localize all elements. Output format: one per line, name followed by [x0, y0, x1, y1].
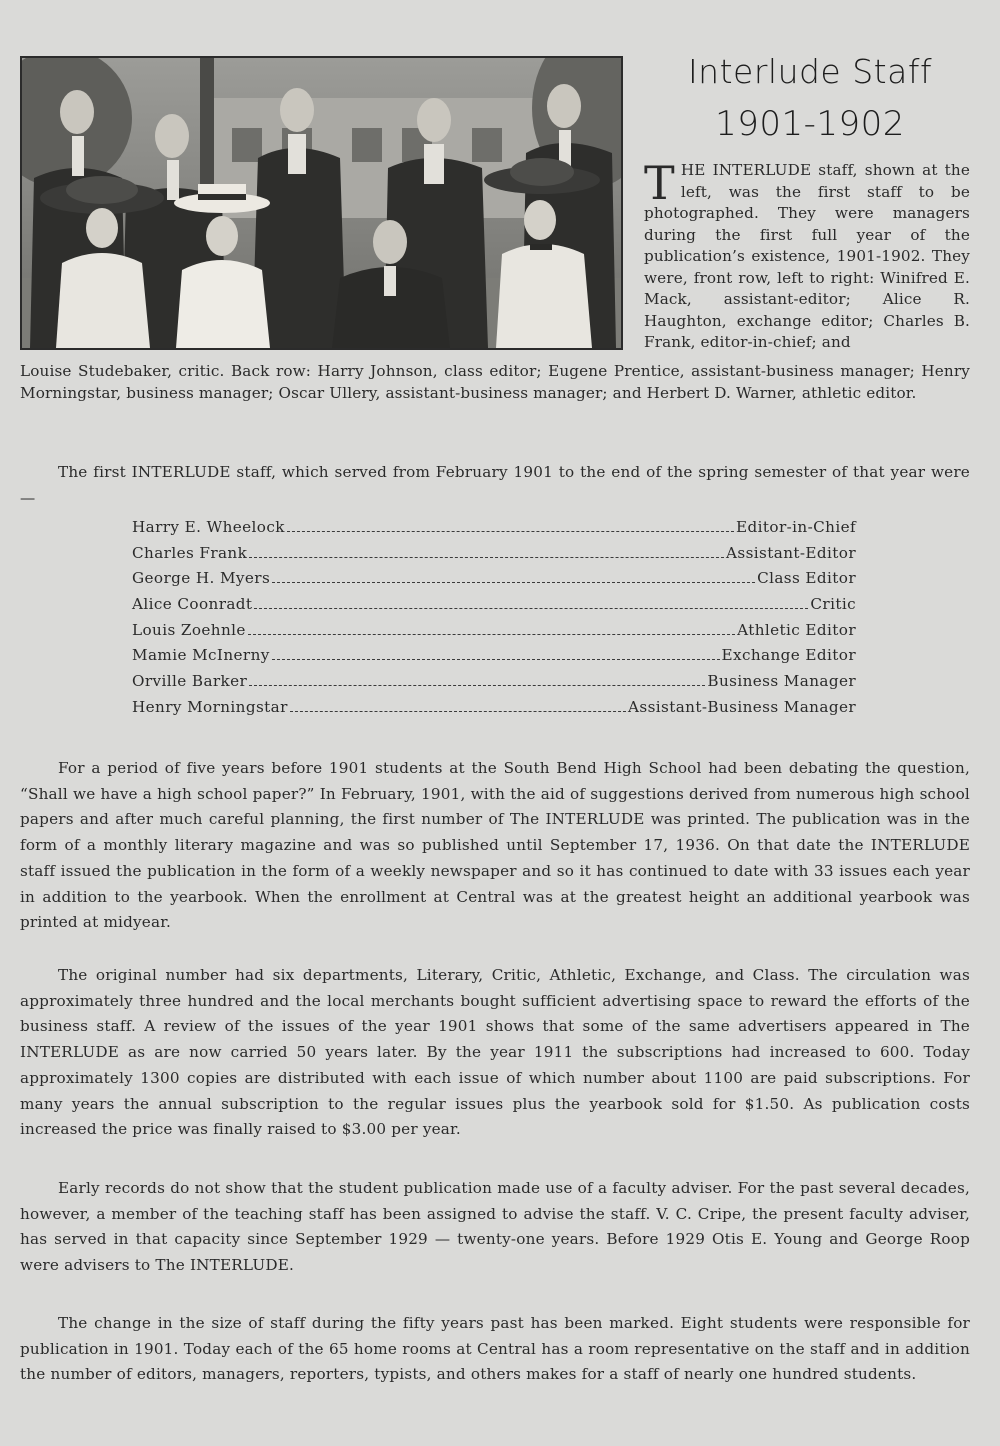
- staff-name: George H. Myers: [132, 569, 271, 588]
- leader-dots: [249, 557, 724, 558]
- staff-role: Assistant-Business Manager: [628, 697, 856, 716]
- staff-row: [132, 518, 856, 544]
- staff-name: Orville Barker: [132, 672, 248, 691]
- staff-name: Charles Frank: [132, 543, 248, 562]
- staff-photo-illustration: [22, 58, 621, 348]
- leader-dots: [249, 685, 705, 686]
- leader-dots: [287, 531, 734, 532]
- page-title: Interlude Staff: [687, 52, 933, 91]
- leader-dots: [254, 608, 808, 609]
- staff-name: Louis Zoehnle: [132, 620, 246, 639]
- staff-role: Editor-in-Chief: [736, 518, 856, 536]
- staff-name: Harry E. Wheelock: [132, 518, 285, 536]
- staff-row: [132, 595, 856, 621]
- staff-name: Henry Morningstar: [132, 697, 288, 716]
- staff-role: Business Manager: [707, 672, 856, 691]
- leader-dots: [272, 582, 755, 583]
- staff-row: [132, 621, 856, 647]
- leader-dots: [290, 711, 626, 712]
- faculty-adviser-paragraph: Early records do not show that the student publication made use of a faculty adviser. For the past several decades, however, a member of the teaching staff has been assigned to advise the staff. V. C. Cripe, the present faculty adviser, has served in that capacity since September 1929 — twenty-one years. Before 1929 Otis E. Young and George Roop were advisers to The INTERLUDE.: [20, 1179, 970, 1275]
- original-number-paragraph: The original number had six departments, Literary, Critic, Athletic, Exchange, and Class. The circulation was approximately three hundred and the local merchants bought sufficient advertising space to reward the efforts of the business staff. A review of the issues of the year 1901 shows that some of the same advertisers appeared in The INTERLUDE as are now carried 50 years later. By the year 1911 the subscriptions had increased to 600. Today approximately 1300 copies are distributed with each issue of which number about 1100 are paid subscriptions. For many years the annual subscription to the regular issues plus the yearbook sold for $1.50. As publication costs increased the price was finally raised to $3.00 per year.: [20, 966, 970, 1139]
- staff-role: Class Editor: [757, 569, 856, 588]
- intro-paragraph: [644, 156, 970, 354]
- staff-row: [132, 646, 856, 672]
- staff-row: [132, 544, 856, 570]
- first-staff-list: [132, 518, 856, 724]
- first-staff-intro: The first INTERLUDE staff, which served from February 1901 to the end of the spring semester of that year were—: [20, 463, 970, 507]
- intro-paragraph-continued: Louise Studebaker, critic. Back row: Harry Johnson, class editor; Eugene Prentice, assistant-business manager; Henry Morningstar, business manager; Oscar Ullery, assistant-business manager; and Herbert D. Warner, athletic editor.: [20, 362, 970, 402]
- staff-size-paragraph: The change in the size of staff during the fifty years past has been marked. Eight students were responsible for publication in 1901. Today each of the 65 home rooms at Central has a room representative on the staff and in addition the number of editors, managers, reporters, typists, and others makes for a staff of nearly one hundred students.: [20, 1314, 970, 1384]
- staff-row: [132, 569, 856, 595]
- drop-cap: T: [644, 156, 675, 210]
- leader-dots: [272, 659, 720, 660]
- staff-row: [132, 698, 856, 724]
- history-paragraph: For a period of five years before 1901 students at the South Bend High School had been debating the question, “Shall we have a high school paper?” In February, 1901, with the aid of suggestions derived from numerous high school papers and after much careful planning, the first number of The INTERLUDE was printed. The publication was in the form of a monthly literary magazine and was so published until September 17, 1936. On that date the INTERLUDE staff issued the publication in the form of a weekly newspaper and so it has continued to date with 33 issues each year in addition to the yearbook. When the enrollment at Central was at the greatest height an additional yearbook was printed at midyear.: [20, 759, 970, 932]
- staff-role: Assistant-Editor: [726, 543, 856, 562]
- staff-row: [132, 672, 856, 698]
- staff-name: Alice Coonradt: [132, 595, 253, 614]
- leader-dots: [248, 634, 735, 635]
- staff-role: Critic: [810, 595, 856, 614]
- staff-name: Mamie McInerny: [132, 646, 270, 665]
- staff-role: Athletic Editor: [737, 620, 856, 639]
- staff-role: Exchange Editor: [721, 646, 856, 665]
- intro-side-text: HE INTERLUDE staff, shown at the left, was the first staff to be photographed. They were managers during the first full year of the publication’s existence, 1901-1902. They were, front row, left to right: Winifred E. Mack, assistant-editor; Alice R. Haughton, exchange editor; Charles B. Frank, editor-in-chief; and: [644, 161, 970, 351]
- staff-photograph: [20, 56, 623, 350]
- page-subtitle-years: 1901-1902: [715, 104, 905, 144]
